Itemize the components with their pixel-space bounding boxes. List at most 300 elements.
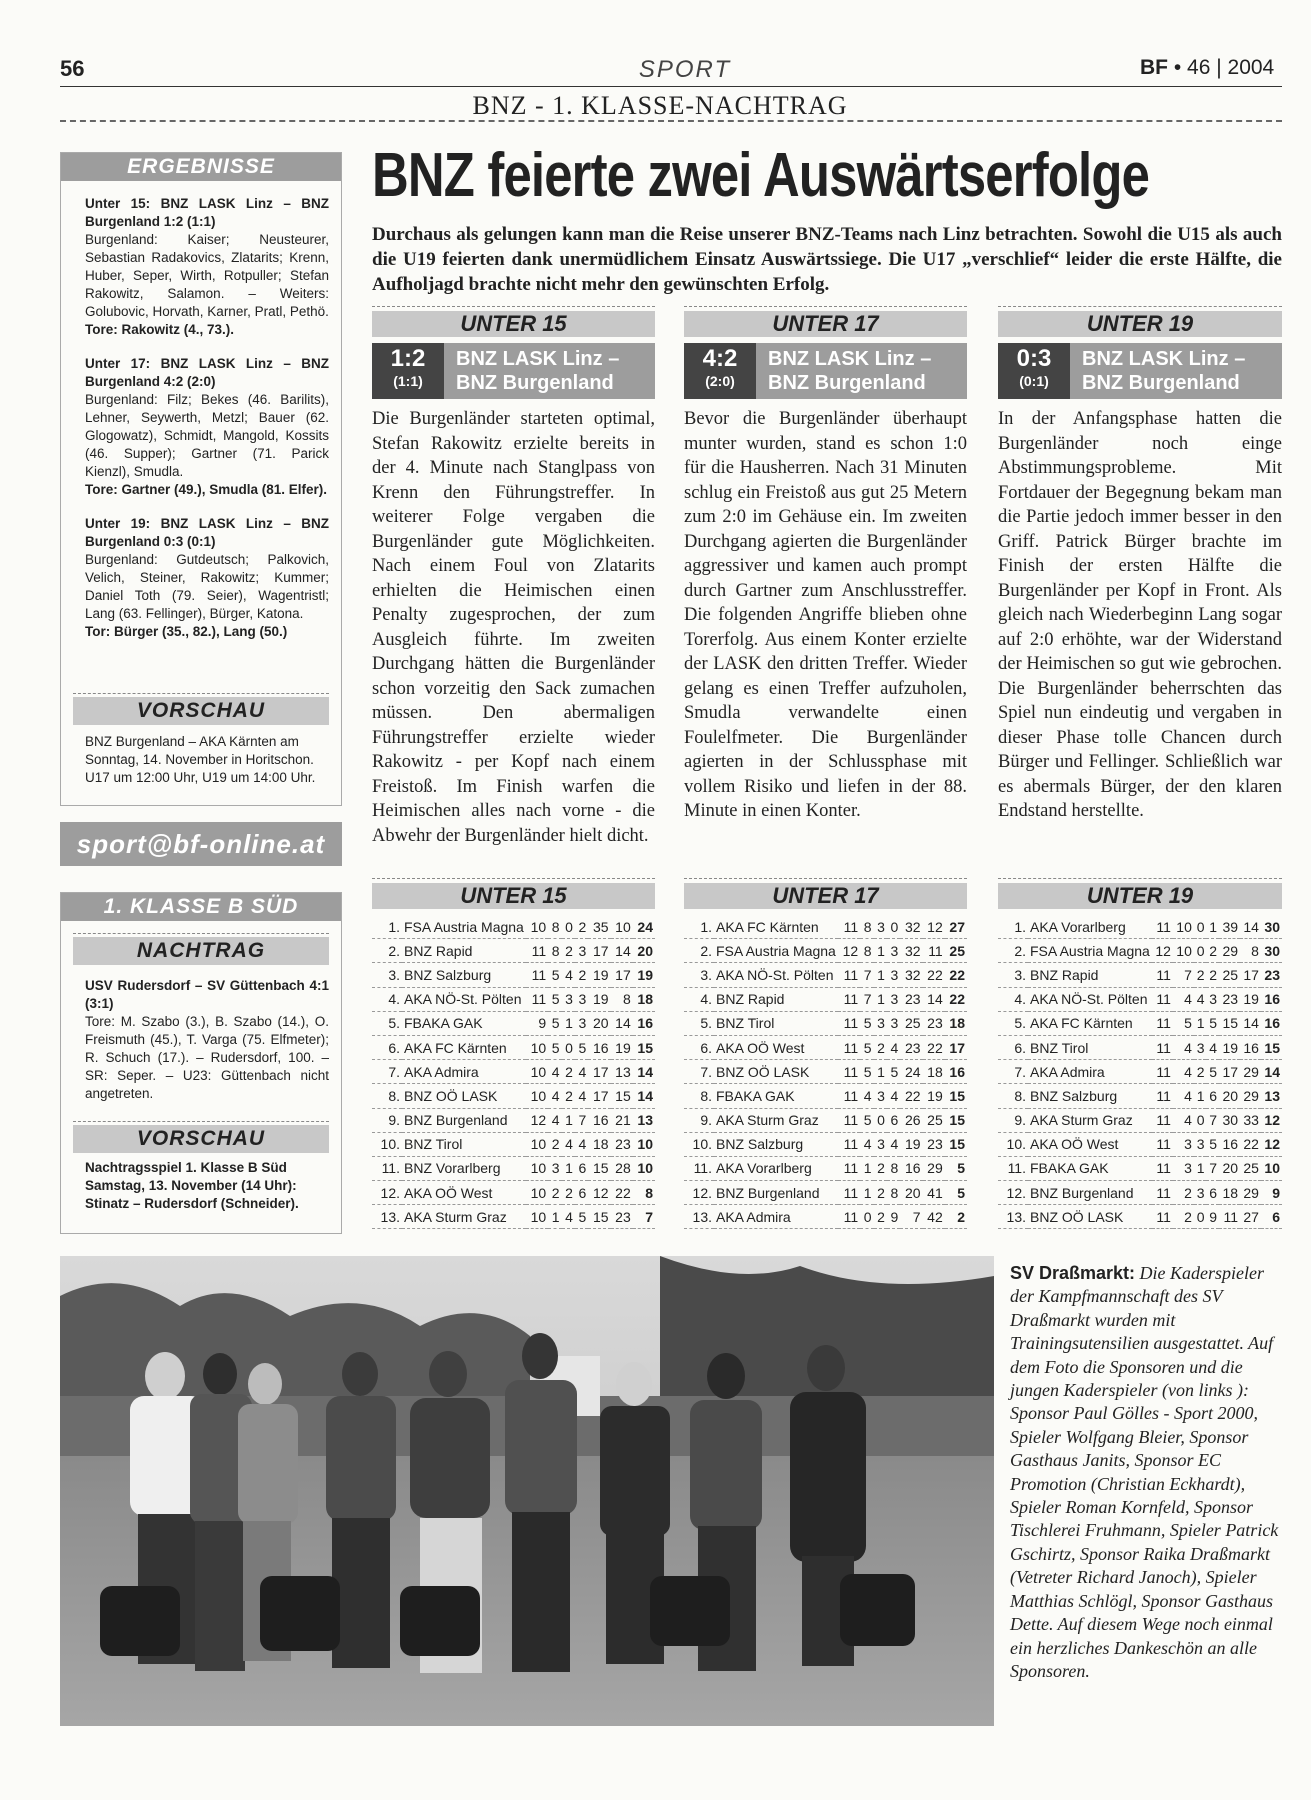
cell-goals-against: 15 [611,1084,633,1108]
cell-team: AKA Vorarlberg [714,1156,838,1180]
cell-games: 10 [526,1181,548,1205]
cell-goals-for: 12 [588,1181,610,1205]
table-row [684,1156,967,1180]
cell-losses: 3 [575,939,588,963]
cell-draws: 4 [562,963,575,987]
cell-goals-against: 19 [611,1035,633,1059]
cell-goals-for: 23 [900,1035,922,1059]
cell-points: 22 [945,987,967,1011]
table-row [684,1035,967,1059]
cell-losses: 2 [1206,963,1219,987]
column-u19-match [1082,347,1245,395]
cell-draws: 0 [874,1108,887,1132]
results-title: ERGEBNISSE [61,153,341,181]
cell-games: 11 [838,1011,860,1035]
table-row [684,1060,967,1084]
cell-goals-for: 39 [1219,915,1240,939]
cell-losses: 3 [887,963,900,987]
cell-losses: 6 [575,1181,588,1205]
cell-losses: 6 [887,1108,900,1132]
cell-points: 9 [1261,1181,1282,1205]
table-row [684,987,967,1011]
cell-wins: 4 [548,1084,561,1108]
cell-goals-for: 19 [900,1132,922,1156]
cell-points: 15 [945,1132,967,1156]
standings-table-u19 [998,915,1282,1229]
cell-losses: 2 [575,915,588,939]
cell-goals-against: 23 [611,1132,633,1156]
table-row [372,1181,655,1205]
cell-rank: 1. [684,915,714,939]
cell-games: 11 [1152,1035,1173,1059]
header-divider [60,120,1282,122]
column-u17-rule [684,306,967,307]
cell-draws: 0 [1194,1205,1207,1229]
cell-games: 11 [1152,1181,1173,1205]
cell-wins: 5 [860,1060,873,1084]
cell-rank: 8. [684,1084,714,1108]
page-subhead: BNZ - 1. KLASSE-NACHTRAG [472,91,848,120]
table-row [684,1084,967,1108]
cell-wins: 3 [1173,1156,1194,1180]
cell-goals-against: 29 [1240,1084,1261,1108]
result-u17 [85,355,329,499]
table-row [998,1108,1282,1132]
cell-games: 11 [838,1156,860,1180]
cell-team: AKA Admira [714,1205,838,1229]
cell-games: 10 [526,1060,548,1084]
cell-wins: 5 [548,1035,561,1059]
result-u19 [85,515,329,641]
cell-wins: 1 [548,1205,561,1229]
cell-games: 11 [838,1060,860,1084]
cell-goals-for: 16 [900,1156,922,1180]
result-u17-goals: Tore: Gartner (49.), Smudla (81. Elfer). [85,482,328,497]
cell-games: 12 [838,939,860,963]
cell-draws: 2 [874,1181,887,1205]
u17-match-line1: BNZ LASK Linz – [768,348,932,370]
cell-goals-for: 32 [900,963,922,987]
cell-wins: 5 [548,1011,561,1035]
cell-rank: 3. [372,963,402,987]
cell-wins: 4 [548,1060,561,1084]
cell-goals-for: 17 [588,939,610,963]
cell-goals-for: 16 [1219,1132,1240,1156]
cell-goals-against: 23 [923,1011,945,1035]
cell-wins: 3 [548,1156,561,1180]
table-row [684,1011,967,1035]
cell-rank: 11. [684,1156,714,1180]
cell-team: BNZ Rapid [402,939,526,963]
cell-wins: 5 [860,1108,873,1132]
cell-points: 12 [1261,1108,1282,1132]
cell-rank: 10. [684,1132,714,1156]
cell-goals-against: 8 [1240,939,1261,963]
table-row [372,1156,655,1180]
cell-team: FBAKA GAK [1028,1156,1152,1180]
cell-draws: 3 [1194,1035,1207,1059]
cell-wins: 2 [548,1181,561,1205]
cell-team: AKA NÖ-St. Pölten [1028,987,1152,1011]
cell-draws: 3 [874,1011,887,1035]
table-row [372,1084,655,1108]
cell-points: 14 [633,1084,655,1108]
cell-games: 10 [526,1132,548,1156]
table-row [372,1132,655,1156]
cell-goals-for: 23 [1219,987,1240,1011]
cell-points: 15 [945,1084,967,1108]
cell-rank: 13. [372,1205,402,1229]
cell-points: 16 [1261,1011,1282,1035]
cell-goals-against: 22 [923,1035,945,1059]
column-u19-score [998,343,1070,399]
cell-rank: 9. [684,1108,714,1132]
cell-losses: 4 [887,1035,900,1059]
table-row [998,1011,1282,1035]
preview2-divider [73,1121,329,1122]
cell-draws: 2 [1194,963,1207,987]
cell-team: FSA Austria Magna [1028,939,1152,963]
cell-goals-against: 23 [923,1132,945,1156]
cell-games: 11 [1152,1011,1173,1035]
cell-wins: 1 [860,1181,873,1205]
cell-rank: 3. [998,963,1028,987]
table-row [684,939,967,963]
cell-losses: 7 [575,1108,588,1132]
u15-half-score: (1:1) [393,373,423,389]
cell-goals-for: 32 [900,939,922,963]
cell-goals-for: 26 [900,1108,922,1132]
table-row [998,939,1282,963]
column-u19-scorebox [998,343,1282,399]
cell-draws: 2 [874,1205,887,1229]
u17-match-line2: BNZ Burgenland [768,372,926,394]
cell-points: 10 [1261,1156,1282,1180]
cell-losses: 3 [575,987,588,1011]
cell-losses: 4 [887,1084,900,1108]
preview2-title: VORSCHAU [73,1125,329,1153]
cell-games: 11 [838,1132,860,1156]
u17-half-score: (2:0) [705,373,735,389]
cell-goals-against: 19 [1240,987,1261,1011]
cell-goals-against: 29 [1240,1181,1261,1205]
cell-draws: 2 [562,1181,575,1205]
cell-goals-against: 13 [611,1060,633,1084]
cell-rank: 13. [998,1205,1028,1229]
cell-team: BNZ OÖ LASK [1028,1205,1152,1229]
column-u15-text: Die Burgenländer starteten optimal, Stefan Rakowitz erzielte bereits in der 4. Minute nach Stanglpass von Krenn den Führungstreffer. In weiterer Folge vergaben die Burgenländer gute Möglichkeiten. Nach einem Foul von Zlatarits erhielten die Heimischen einen Penalty zugesprochen, der zum Ausgleich führte. Im zweiten Durchgang hätten die Burgenländer schon vorzeitig den Sack zumachen müssen. Den abermaligen Führungstreffer erzielte wieder Rakowitz - per Kopf nach einem Freistoß. Im Finish warfen die Heimischen alles nach vorne - die Abwehr der Burgenländer hielt dicht. [372,409,655,846]
cell-draws: 4 [1194,987,1207,1011]
cell-points: 15 [633,1035,655,1059]
cell-goals-against: 23 [611,1205,633,1229]
cell-draws: 3 [874,1132,887,1156]
cell-draws: 2 [1194,1060,1207,1084]
cell-games: 11 [838,1084,860,1108]
cell-wins: 5 [860,1011,873,1035]
cell-goals-against: 14 [611,1011,633,1035]
cell-goals-against: 11 [923,939,945,963]
cell-goals-for: 17 [1219,1060,1240,1084]
cell-goals-for: 16 [588,1035,610,1059]
table-u19-rule [998,878,1282,879]
cell-goals-for: 20 [1219,1084,1240,1108]
cell-rank: 1. [372,915,402,939]
issue-number: • 46 | 2004 [1173,56,1275,79]
cell-goals-for: 25 [900,1011,922,1035]
cell-wins: 7 [1173,963,1194,987]
cell-losses: 8 [887,1156,900,1180]
cell-team: BNZ Burgenland [714,1181,838,1205]
cell-games: 10 [526,915,548,939]
cell-wins: 4 [1173,1035,1194,1059]
cell-goals-against: 16 [1240,1035,1261,1059]
cell-losses: 5 [887,1060,900,1084]
column-u17-scorebox [684,343,967,399]
cell-losses: 5 [1206,1132,1219,1156]
cell-team: FSA Austria Magna [402,915,526,939]
column-u17-text: Bevor die Burgenländer überhaupt munter wurden, stand es schon 1:0 für die Hausherren. Nach 31 Minuten schlug ein Freistoß aus gut 25 Metern zum 2:0 im Gehäuse ein. Im zweiten Durchgang agierten die Burgenländer aggressiver und kamen auch prompt durch Gartner zum Anschlusstreffer. Die folgenden Angriffe blieben ohne Torerfolg. Aus einem Konter erzielte der LASK den dritten Treffer. Wieder gelang es einen Treffer aufzuholen, Smudla verwandelte einen Foulelfmeter. Die Burgenländer agierten in der Schlussphase mit vollem Risiko und liefen in der 88. Minute in einen Konter. [684,409,967,821]
cell-games: 11 [838,1181,860,1205]
column-u19 [998,306,1282,824]
cell-rank: 5. [998,1011,1028,1035]
results-box [60,152,342,806]
cell-wins: 2 [548,1132,561,1156]
cell-team: AKA OÖ West [1028,1132,1152,1156]
cell-goals-for: 35 [588,915,610,939]
cell-points: 30 [1261,915,1282,939]
table-row [684,915,967,939]
cell-games: 11 [1152,1205,1173,1229]
cell-team: FSA Austria Magna [714,939,838,963]
cell-losses: 9 [1206,1205,1219,1229]
cell-losses: 4 [1206,1035,1219,1059]
cell-team: AKA OÖ West [402,1181,526,1205]
cell-losses: 3 [887,987,900,1011]
table-row [998,1035,1282,1059]
cell-draws: 0 [1194,1108,1207,1132]
cell-team: AKA FC Kärnten [402,1035,526,1059]
cell-wins: 8 [548,939,561,963]
table-u15-rule [372,878,655,879]
cell-goals-against: 28 [611,1156,633,1180]
table-row [372,1205,655,1229]
cell-draws: 3 [874,1084,887,1108]
cell-goals-against: 18 [923,1060,945,1084]
cell-points: 8 [633,1181,655,1205]
cell-losses: 3 [575,1011,588,1035]
column-u15-score [372,343,444,399]
column-u15-scorebox [372,343,655,399]
cell-wins: 4 [860,1132,873,1156]
cell-goals-against: 17 [611,963,633,987]
cell-goals-for: 15 [588,1205,610,1229]
cell-wins: 5 [548,987,561,1011]
cell-wins: 10 [1173,915,1194,939]
cell-rank: 4. [998,987,1028,1011]
cell-rank: 9. [372,1108,402,1132]
cell-draws: 1 [874,987,887,1011]
cell-goals-for: 11 [1219,1205,1240,1229]
cell-draws: 1 [562,1108,575,1132]
cell-games: 12 [1152,939,1173,963]
cell-rank: 3. [684,963,714,987]
preview-title: VORSCHAU [73,697,329,725]
cell-losses: 2 [575,963,588,987]
cell-draws: 3 [562,987,575,1011]
cell-goals-against: 25 [923,1108,945,1132]
cell-wins: 4 [1173,987,1194,1011]
table-row [998,1060,1282,1084]
cell-goals-for: 17 [588,1084,610,1108]
cell-rank: 7. [372,1060,402,1084]
cell-team: BNZ Vorarlberg [402,1156,526,1180]
cell-goals-against: 22 [611,1181,633,1205]
cell-team: AKA Sturm Graz [714,1108,838,1132]
table-row [684,1205,967,1229]
cell-games: 11 [1152,1084,1173,1108]
cell-wins: 7 [860,963,873,987]
cell-goals-for: 25 [1219,963,1240,987]
cell-draws: 1 [874,939,887,963]
cell-draws: 4 [562,1132,575,1156]
cell-games: 11 [838,1108,860,1132]
klasse-box [60,892,342,1234]
cell-points: 5 [945,1181,967,1205]
cell-wins: 2 [1173,1181,1194,1205]
cell-losses: 7 [1206,1108,1219,1132]
article-headline: BNZ feierte zwei Auswärtserfolge [372,141,1150,210]
cell-team: AKA Sturm Graz [1028,1108,1152,1132]
column-u15 [372,306,655,848]
cell-wins: 5 [860,1035,873,1059]
cell-goals-against: 17 [1240,963,1261,987]
cell-games: 11 [1152,1156,1173,1180]
cell-rank: 11. [372,1156,402,1180]
cell-wins: 4 [860,1084,873,1108]
cell-goals-for: 18 [1219,1181,1240,1205]
cell-goals-against: 8 [611,987,633,1011]
preview-text: BNZ Burgenland – AKA Kärnten am Sonntag, 14. November in Horitschon. U17 um 12:00 Uhr, U19 um 14:00 Uhr. [85,734,316,785]
table-row [998,1132,1282,1156]
cell-team: BNZ Rapid [714,987,838,1011]
standings-table-u17 [684,915,967,1229]
nachtrag-text: Tore: M. Szabo (3.), B. Szabo (14.), O. Freismuth (45.), T. Varga (75. Elfmeter); R. Schuch (17.). – Rudersdorf, 100. – SR: Seper. – U23: Güttenbach nicht angetreten. [85,1014,329,1101]
header-rule [60,86,1282,87]
cell-losses: 5 [575,1035,588,1059]
cell-points: 13 [633,1108,655,1132]
cell-games: 11 [838,963,860,987]
cell-points: 7 [633,1205,655,1229]
cell-goals-against: 19 [923,1084,945,1108]
u17-final-score: 4:2 [702,345,738,372]
cell-goals-against: 25 [1240,1156,1261,1180]
result-u17-lineup: Burgenland: Filz; Bekes (46. Barilits), Lehner, Seywerth, Metzl; Bauer (62. Glogowatz), Schmidt, Mangold, Kossits (46. Supper); Gartner (71. Parick Kienzl), Smudla. [85,392,329,479]
cell-rank: 4. [684,987,714,1011]
cell-team: BNZ Salzburg [1028,1084,1152,1108]
cell-points: 25 [945,939,967,963]
section-title: SPORT [638,56,732,83]
cell-points: 17 [945,1035,967,1059]
cell-team: AKA Admira [1028,1060,1152,1084]
cell-games: 11 [838,1205,860,1229]
cell-games: 11 [1152,1060,1173,1084]
table-row [372,1011,655,1035]
cell-games: 10 [526,1084,548,1108]
cell-team: FBAKA GAK [714,1084,838,1108]
cell-games: 11 [1152,963,1173,987]
cell-rank: 10. [372,1132,402,1156]
column-u15-rule [372,306,655,307]
cell-goals-for: 20 [1219,1156,1240,1180]
table-row [998,1205,1282,1229]
cell-goals-against: 14 [611,939,633,963]
cell-wins: 4 [1173,1060,1194,1084]
table-row [372,987,655,1011]
cell-losses: 1 [1206,915,1219,939]
cell-goals-for: 29 [1219,939,1240,963]
cell-games: 11 [838,987,860,1011]
cell-points: 10 [633,1156,655,1180]
cell-rank: 12. [372,1181,402,1205]
cell-points: 20 [633,939,655,963]
cell-rank: 2. [998,939,1028,963]
table-row [684,1181,967,1205]
cell-points: 18 [633,987,655,1011]
table-u15-title: UNTER 15 [372,883,655,909]
cell-goals-against: 29 [923,1156,945,1180]
cell-losses: 5 [1206,1011,1219,1035]
cell-goals-against: 33 [1240,1108,1261,1132]
table-row [998,987,1282,1011]
table-row [998,1084,1282,1108]
cell-losses: 9 [887,1205,900,1229]
cell-losses: 6 [1206,1084,1219,1108]
photo-caption [1010,1262,1280,1683]
table-u17 [684,878,967,1229]
cell-team: BNZ Burgenland [402,1108,526,1132]
team-photo [60,1256,994,1726]
cell-points: 16 [633,1011,655,1035]
cell-rank: 1. [998,915,1028,939]
cell-points: 23 [1261,963,1282,987]
page-number: 56 [60,56,85,81]
cell-draws: 1 [562,1156,575,1180]
cell-team: AKA Vorarlberg [1028,915,1152,939]
table-row [372,963,655,987]
email-link[interactable]: sport@bf-online.at [60,822,342,866]
result-u15-lineup: Burgenland: Kaiser; Neusteurer, Sebastian Radakovics, Zlatarits; Krenn, Huber, Seper, Wirth, Rotpuller; Stefan Rakowitz, Salamon. – Weiters: Golubovic, Horvath, Karner, Pratl, Pethö. [85,232,329,319]
cell-points: 18 [945,1011,967,1035]
issue-info [1140,56,1274,80]
cell-draws: 4 [562,1205,575,1229]
cell-draws: 1 [874,963,887,987]
team-photo-image [60,1256,994,1726]
column-u17 [684,306,967,824]
table-u17-title: UNTER 17 [684,883,967,909]
cell-rank: 8. [998,1084,1028,1108]
cell-team: AKA Sturm Graz [402,1205,526,1229]
column-u15-match [456,347,619,395]
cell-team: BNZ Rapid [1028,963,1152,987]
standings-table-u15 [372,915,655,1229]
cell-goals-for: 15 [588,1156,610,1180]
cell-goals-against: 10 [611,915,633,939]
cell-losses: 4 [575,1084,588,1108]
cell-rank: 6. [372,1035,402,1059]
cell-goals-for: 15 [1219,1011,1240,1035]
u19-match-line2: BNZ Burgenland [1082,372,1240,394]
result-u19-lineup: Burgenland: Gutdeutsch; Palkovich, Velich, Steiner, Rakowitz; Kummer; Daniel Toth (79. Seier), Wagentristl; Lang (63. Fellinger), Bürger, Katona. [85,552,329,621]
